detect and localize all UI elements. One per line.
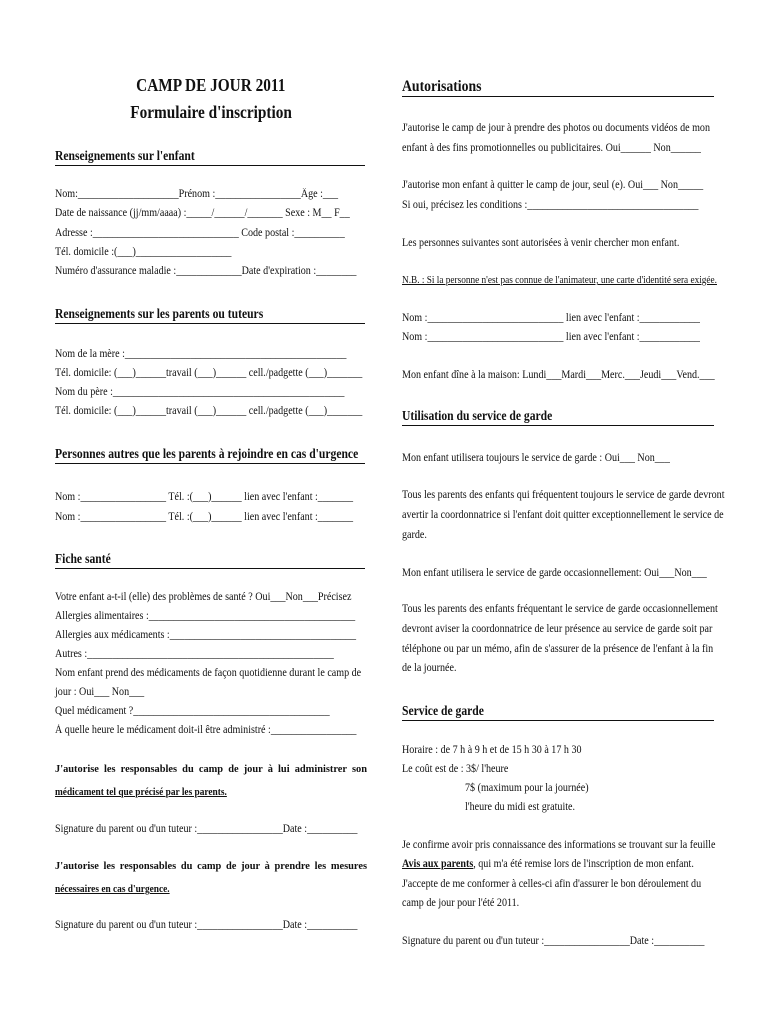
photos-line1: J'autorise le camp de jour à prendre des photos ou documents vidéos de mon <box>402 122 710 134</box>
autorisation-medicament-line2: médicament tel que précisé par les parents. <box>55 787 227 798</box>
confirm-line2-rest: , qui m'a été remise lors de l'inscription de mon enfant. <box>473 858 694 870</box>
dine-maison-field[interactable]: Mon enfant dîne à la maison: Lundi___Mardi___Merc.___Jeudi___Vend.___ <box>402 369 715 381</box>
autorisation-urgence-line2: nécessaires en cas d'urgence. <box>55 884 170 895</box>
confirm-line2 <box>402 857 694 871</box>
occasion-para-line4: de la journée. <box>402 662 457 674</box>
pere-nom-field[interactable]: Nom du père :______________________________________________ <box>55 386 345 398</box>
section-heading-sante: Fiche santé <box>55 551 111 566</box>
enfant-assurance-field[interactable]: Numéro d'assurance maladie :_____________Date d'expiration :________ <box>55 265 357 277</box>
avis-aux-parents: Avis aux parents <box>402 858 474 870</box>
midi-text: l'heure du midi est gratuite. <box>465 801 576 813</box>
mere-nom-field[interactable]: Nom de la mère :____________________________________________ <box>55 348 347 360</box>
confirm-line3: J'accepte de me conformer à celles-ci afin d'assurer le bon déroulement du <box>402 878 702 890</box>
autorisation-urgence-line1: J'autorise les responsables du camp de jour à prendre les mesures <box>55 861 367 872</box>
signature-medicament-field[interactable]: Signature du parent ou d'un tuteur :_________________Date :__________ <box>55 823 358 835</box>
divider <box>402 425 714 426</box>
section-heading-parents: Renseignements sur les parents ou tuteurs <box>55 306 264 321</box>
nb-carte-identite: N.B. : Si la personne n'est pas connue de l'animateur, une carte d'identité sera exigée. <box>402 275 717 286</box>
pere-tel-field[interactable]: Tél. domicile: (___)______travail (___)______ cell./padgette (___)_______ <box>55 405 363 417</box>
divider <box>55 165 365 166</box>
signature-urgence-field[interactable]: Signature du parent ou d'un tuteur :_________________Date :__________ <box>55 919 358 931</box>
page-title: CAMP DE JOUR 2011 <box>136 75 286 95</box>
enfant-naissance-field[interactable]: Date de naissance (jj/mm/aaaa) :_____/______/_______ Sexe : M__ F__ <box>55 207 350 219</box>
quitter-seul-field[interactable]: J'autorise mon enfant à quitter le camp de jour, seul (e). Oui___ Non_____ <box>402 179 704 191</box>
allergies-alimentaires-field[interactable]: Allergies alimentaires :_________________________________________ <box>55 610 356 622</box>
personne-autorisee-1-field[interactable]: Nom :___________________________ lien avec l'enfant :____________ <box>402 312 700 324</box>
page-subtitle: Formulaire d'inscription <box>130 102 292 122</box>
conditions-field[interactable]: Si oui, précisez les conditions :__________________________________ <box>402 199 699 211</box>
divider <box>55 568 365 569</box>
section-heading-urgence: Personnes autres que les parents à rejoindre en cas d'urgence <box>55 446 359 461</box>
enfant-nom-field[interactable]: Nom:____________________Prénom :_________________Âge :___ <box>55 188 339 200</box>
urgence-contact-1-field[interactable]: Nom :_________________ Tél. :(___)______ lien avec l'enfant :_______ <box>55 491 354 503</box>
section-heading-utilisation: Utilisation du service de garde <box>402 408 553 423</box>
allergies-medicaments-field[interactable]: Allergies aux médicaments :_____________________________________ <box>55 629 357 641</box>
medicaments-question: Nom enfant prend des médicaments de façon quotidienne durant le camp de <box>55 667 362 679</box>
enfant-adresse-field[interactable]: Adresse :_____________________________ Code postal :__________ <box>55 227 345 239</box>
occasion-para-line3: téléphone ou par un mémo, afin de s'assurer de la présence de l'enfant à la fin <box>402 643 714 655</box>
horaire-text: Horaire : de 7 h à 9 h et de 15 h 30 à 17 h 30 <box>402 744 582 756</box>
section-heading-enfant: Renseignements sur l'enfant <box>55 148 195 163</box>
enfant-tel-field[interactable]: Tél. domicile :(___)___________________ <box>55 246 232 258</box>
occasion-para-line1: Tous les parents des enfants fréquentant le service de garde occasionnellement <box>402 603 718 615</box>
section-heading-service: Service de garde <box>402 703 484 718</box>
personne-autorisee-2-field[interactable]: Nom :___________________________ lien avec l'enfant :____________ <box>402 331 700 343</box>
section-heading-autorisations: Autorisations <box>402 78 482 95</box>
autres-field[interactable]: Autres :_________________________________________________ <box>55 648 334 660</box>
divider <box>402 720 714 721</box>
personnes-autorisees-text: Les personnes suivantes sont autorisées à venir chercher mon enfant. <box>402 237 680 249</box>
confirm-line4: camp de jour pour l'été 2011. <box>402 897 520 909</box>
cout-text: Le coût est de : 3$/ l'heure <box>402 763 509 775</box>
medicaments-oui-non-field[interactable]: jour : Oui___ Non___ <box>55 686 145 698</box>
toujours-para-line1: Tous les parents des enfants qui fréquentent toujours le service de garde devront <box>402 489 725 501</box>
divider <box>402 96 714 97</box>
toujours-para-line3: garde. <box>402 529 427 541</box>
maximum-text: 7$ (maximum pour la journée) <box>465 782 589 794</box>
service-toujours-field[interactable]: Mon enfant utilisera toujours le service de garde : Oui___ Non___ <box>402 452 670 464</box>
confirm-line1: Je confirme avoir pris connaissance des informations se trouvant sur la feuille <box>402 839 716 851</box>
divider <box>55 323 365 324</box>
autorisation-medicament-line1: J'autorise les responsables du camp de jour à lui administrer son <box>55 764 367 775</box>
service-occasionnel-field[interactable]: Mon enfant utilisera le service de garde occasionnellement: Oui___Non___ <box>402 567 707 579</box>
photos-oui-non-field[interactable]: enfant à des fins promotionnelles ou publicitaires. Oui______ Non______ <box>402 142 701 154</box>
heure-medicament-field[interactable]: À quelle heure le médicament doit-il être administré :_________________ <box>55 724 357 736</box>
occasion-para-line2: devront aviser la coordonnatrice de leur présence au service de garde soit par <box>402 623 713 635</box>
toujours-para-line2: avertir la coordonnatrice si l'enfant doit quitter exceptionnellement le service de <box>402 509 724 521</box>
sante-problemes-field[interactable]: Votre enfant a-t-il (elle) des problèmes de santé ? Oui___Non___Précisez <box>55 591 352 603</box>
mere-tel-field[interactable]: Tél. domicile: (___)______travail (___)______ cell./padgette (___)_______ <box>55 367 363 379</box>
urgence-contact-2-field[interactable]: Nom :_________________ Tél. :(___)______ lien avec l'enfant :_______ <box>55 511 354 523</box>
quel-medicament-field[interactable]: Quel médicament ?_______________________________________ <box>55 705 330 717</box>
divider <box>55 463 365 464</box>
signature-service-field[interactable]: Signature du parent ou d'un tuteur :_________________Date :__________ <box>402 935 705 947</box>
